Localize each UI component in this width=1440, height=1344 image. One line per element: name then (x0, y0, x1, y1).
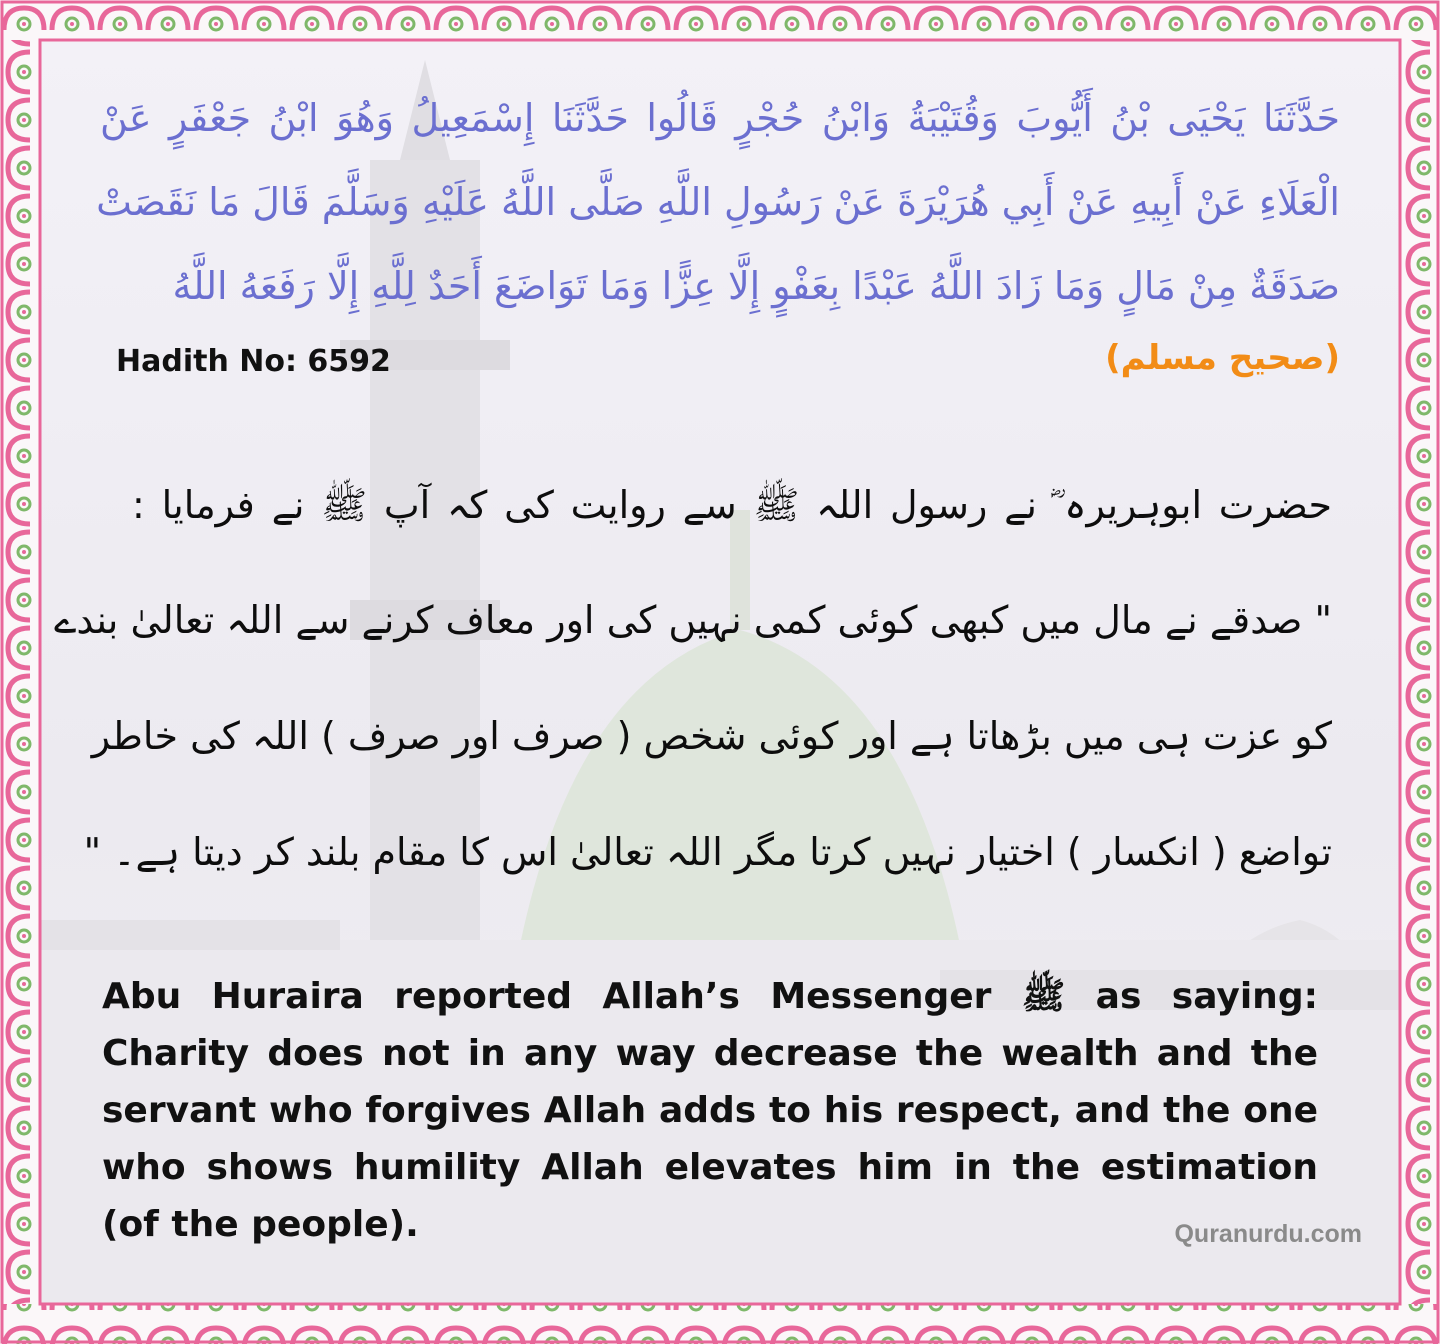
hadith-number: Hadith No: 6592 (116, 344, 391, 379)
urdu-text-line-4: تواضع ( انکسار ) اختیار نہیں کرتا مگر اللہ تعالیٰ اس کا مقام بلند کر دیتا ہے۔ " (83, 830, 1332, 874)
site-watermark: Quranurdu.com (1174, 1220, 1362, 1248)
arabic-text-line-1: حَدَّثَنَا يَحْيَى بْنُ أَيُّوبَ وَقُتَيْبَةُ وَابْنُ حُجْرٍ قَالُوا حَدَّثَنَا إِسْمَعِيلُ وَهُوَ ابْنُ جَعْفَرٍ عَنْ (100, 96, 1340, 140)
arabic-text-line-3: صَدَقَةٌ مِنْ مَالٍ وَمَا زَادَ اللَّهُ عَبْدًا بِعَفْوٍ إِلَّا عِزًّا وَمَا تَوَاضَعَ أَحَدٌ لِلَّهِ إِلَّا رَفَعَهُ اللَّهُ (172, 264, 1340, 308)
arabic-text-line-2: الْعَلَاءِ عَنْ أَبِيهِ عَنْ أَبِي هُرَيْرَةَ عَنْ رَسُولِ اللَّهِ صَلَّى اللَّهُ عَلَيْهِ وَسَلَّمَ قَالَ مَا نَقَصَتْ (96, 180, 1340, 224)
urdu-text-line-2: " صدقے نے مال میں کبھی کوئی کمی نہیں کی اور معاف کرنے سے اللہ تعالیٰ بندے (54, 598, 1332, 642)
english-translation: Abu Huraira reported Allah’s Messenger ﷺ as saying: Charity does not in any way decrease the wealth and the servant who forgives Allah adds to his respect, and the one who shows humility Allah elevates him in the estimation (of the people). (102, 976, 1318, 1245)
urdu-text-line-3: کو عزت ہی میں بڑھاتا ہے اور کوئی شخص ( صرف اور صرف ) اللہ کی خاطر (91, 714, 1332, 758)
urdu-text-line-1: حضرت ابوہریرہ ؓ نے رسول اللہ ﷺ سے روایت کی کہ آپ ﷺ نے فرمایا : (132, 483, 1332, 527)
source-label: (صحیح مسلم) (1105, 338, 1340, 378)
